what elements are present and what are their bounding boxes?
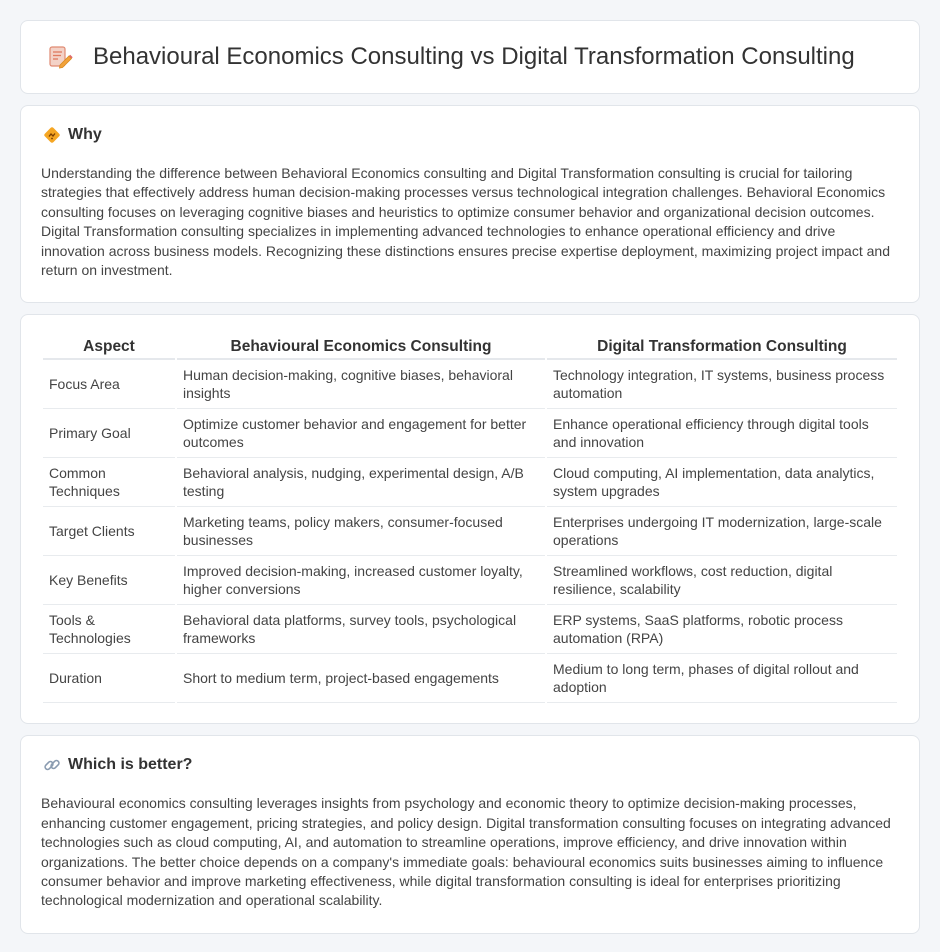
table-row (43, 605, 897, 654)
cell-behavioural: Optimize customer behavior and engagement for better outcomes (177, 409, 545, 458)
comparison-table (41, 335, 899, 703)
cell-digital: Streamlined workflows, cost reduction, digital resilience, scalability (547, 556, 897, 605)
table-row (43, 654, 897, 703)
why-section (20, 105, 920, 303)
cell-behavioural: Marketing teams, policy makers, consumer-focused businesses (177, 507, 545, 556)
better-heading-row (41, 756, 899, 774)
cell-digital: ERP systems, SaaS platforms, robotic process automation (RPA) (547, 605, 897, 654)
cell-aspect: Key Benefits (43, 556, 175, 605)
table-header-row (43, 335, 897, 360)
cell-digital: Cloud computing, AI implementation, data analytics, system upgrades (547, 458, 897, 507)
table-row (43, 507, 897, 556)
why-heading-row (41, 126, 899, 144)
comparison-table-card (20, 314, 920, 724)
better-heading: Which is better? (68, 756, 193, 774)
cell-behavioural: Human decision-making, cognitive biases, behavioral insights (177, 360, 545, 409)
cell-behavioural: Behavioral analysis, nudging, experimental design, A/B testing (177, 458, 545, 507)
cell-behavioural: Improved decision-making, increased customer loyalty, higher conversions (177, 556, 545, 605)
cell-digital: Medium to long term, phases of digital rollout and adoption (547, 654, 897, 703)
column-header-digital: Digital Transformation Consulting (547, 335, 897, 360)
better-body: Behavioural economics consulting leverages insights from psychology and economic theory to optimize decision-making processes, enhancing customer engagement, pricing strategies, and policy design. Digital transformation consulting focuses on integrating advanced technologies such as cloud computing, AI, and automation to streamline operations, improve efficiency, and drive innovation within organizations. The better choice depends on a company's immediate goals: behavioural economics suits businesses aiming to influence consumer behavior and improve marketing effectiveness, while digital transformation consulting is ideal for enterprises prioritizing technological modernization and operational scalability. (41, 795, 891, 909)
header-card (20, 20, 920, 94)
cell-aspect: Target Clients (43, 507, 175, 556)
cell-aspect: Common Techniques (43, 458, 175, 507)
why-body: Understanding the difference between Behavioral Economics consulting and Digital Transformation consulting is crucial for tailoring strategies that effectively address human decision-making processes versus technological integration challenges. Behavioral Economics consulting focuses on leveraging cognitive biases and heuristics to optimize consumer behavior and organizational decision outcomes. Digital Transformation consulting specializes in implementing advanced technologies to enhance operational efficiency and drive innovation across business models. Recognizing these distinctions ensures precise expertise deployment, maximizing project impact and return on investment. (41, 165, 890, 279)
table-row (43, 556, 897, 605)
cell-aspect: Focus Area (43, 360, 175, 409)
cell-aspect: Duration (43, 654, 175, 703)
cell-digital: Enhance operational efficiency through digital tools and innovation (547, 409, 897, 458)
cell-digital: Enterprises undergoing IT modernization, large-scale operations (547, 507, 897, 556)
cell-aspect: Tools & Technologies (43, 605, 175, 654)
column-header-aspect: Aspect (43, 335, 175, 360)
cell-behavioural: Behavioral data platforms, survey tools, psychological frameworks (177, 605, 545, 654)
cell-aspect: Primary Goal (43, 409, 175, 458)
link-icon (43, 756, 61, 774)
why-heading: Why (68, 126, 102, 143)
column-header-behavioural: Behavioural Economics Consulting (177, 335, 545, 360)
table-row (43, 458, 897, 507)
document-pencil-icon (47, 44, 73, 70)
table-row (43, 360, 897, 409)
cell-behavioural: Short to medium term, project-based engagements (177, 654, 545, 703)
table-row (43, 409, 897, 458)
diamond-sign-icon (43, 126, 61, 144)
cell-digital: Technology integration, IT systems, business process automation (547, 360, 897, 409)
page-title: Behavioural Economics Consulting vs Digital Transformation Consulting (93, 43, 855, 70)
which-better-section (20, 735, 920, 933)
